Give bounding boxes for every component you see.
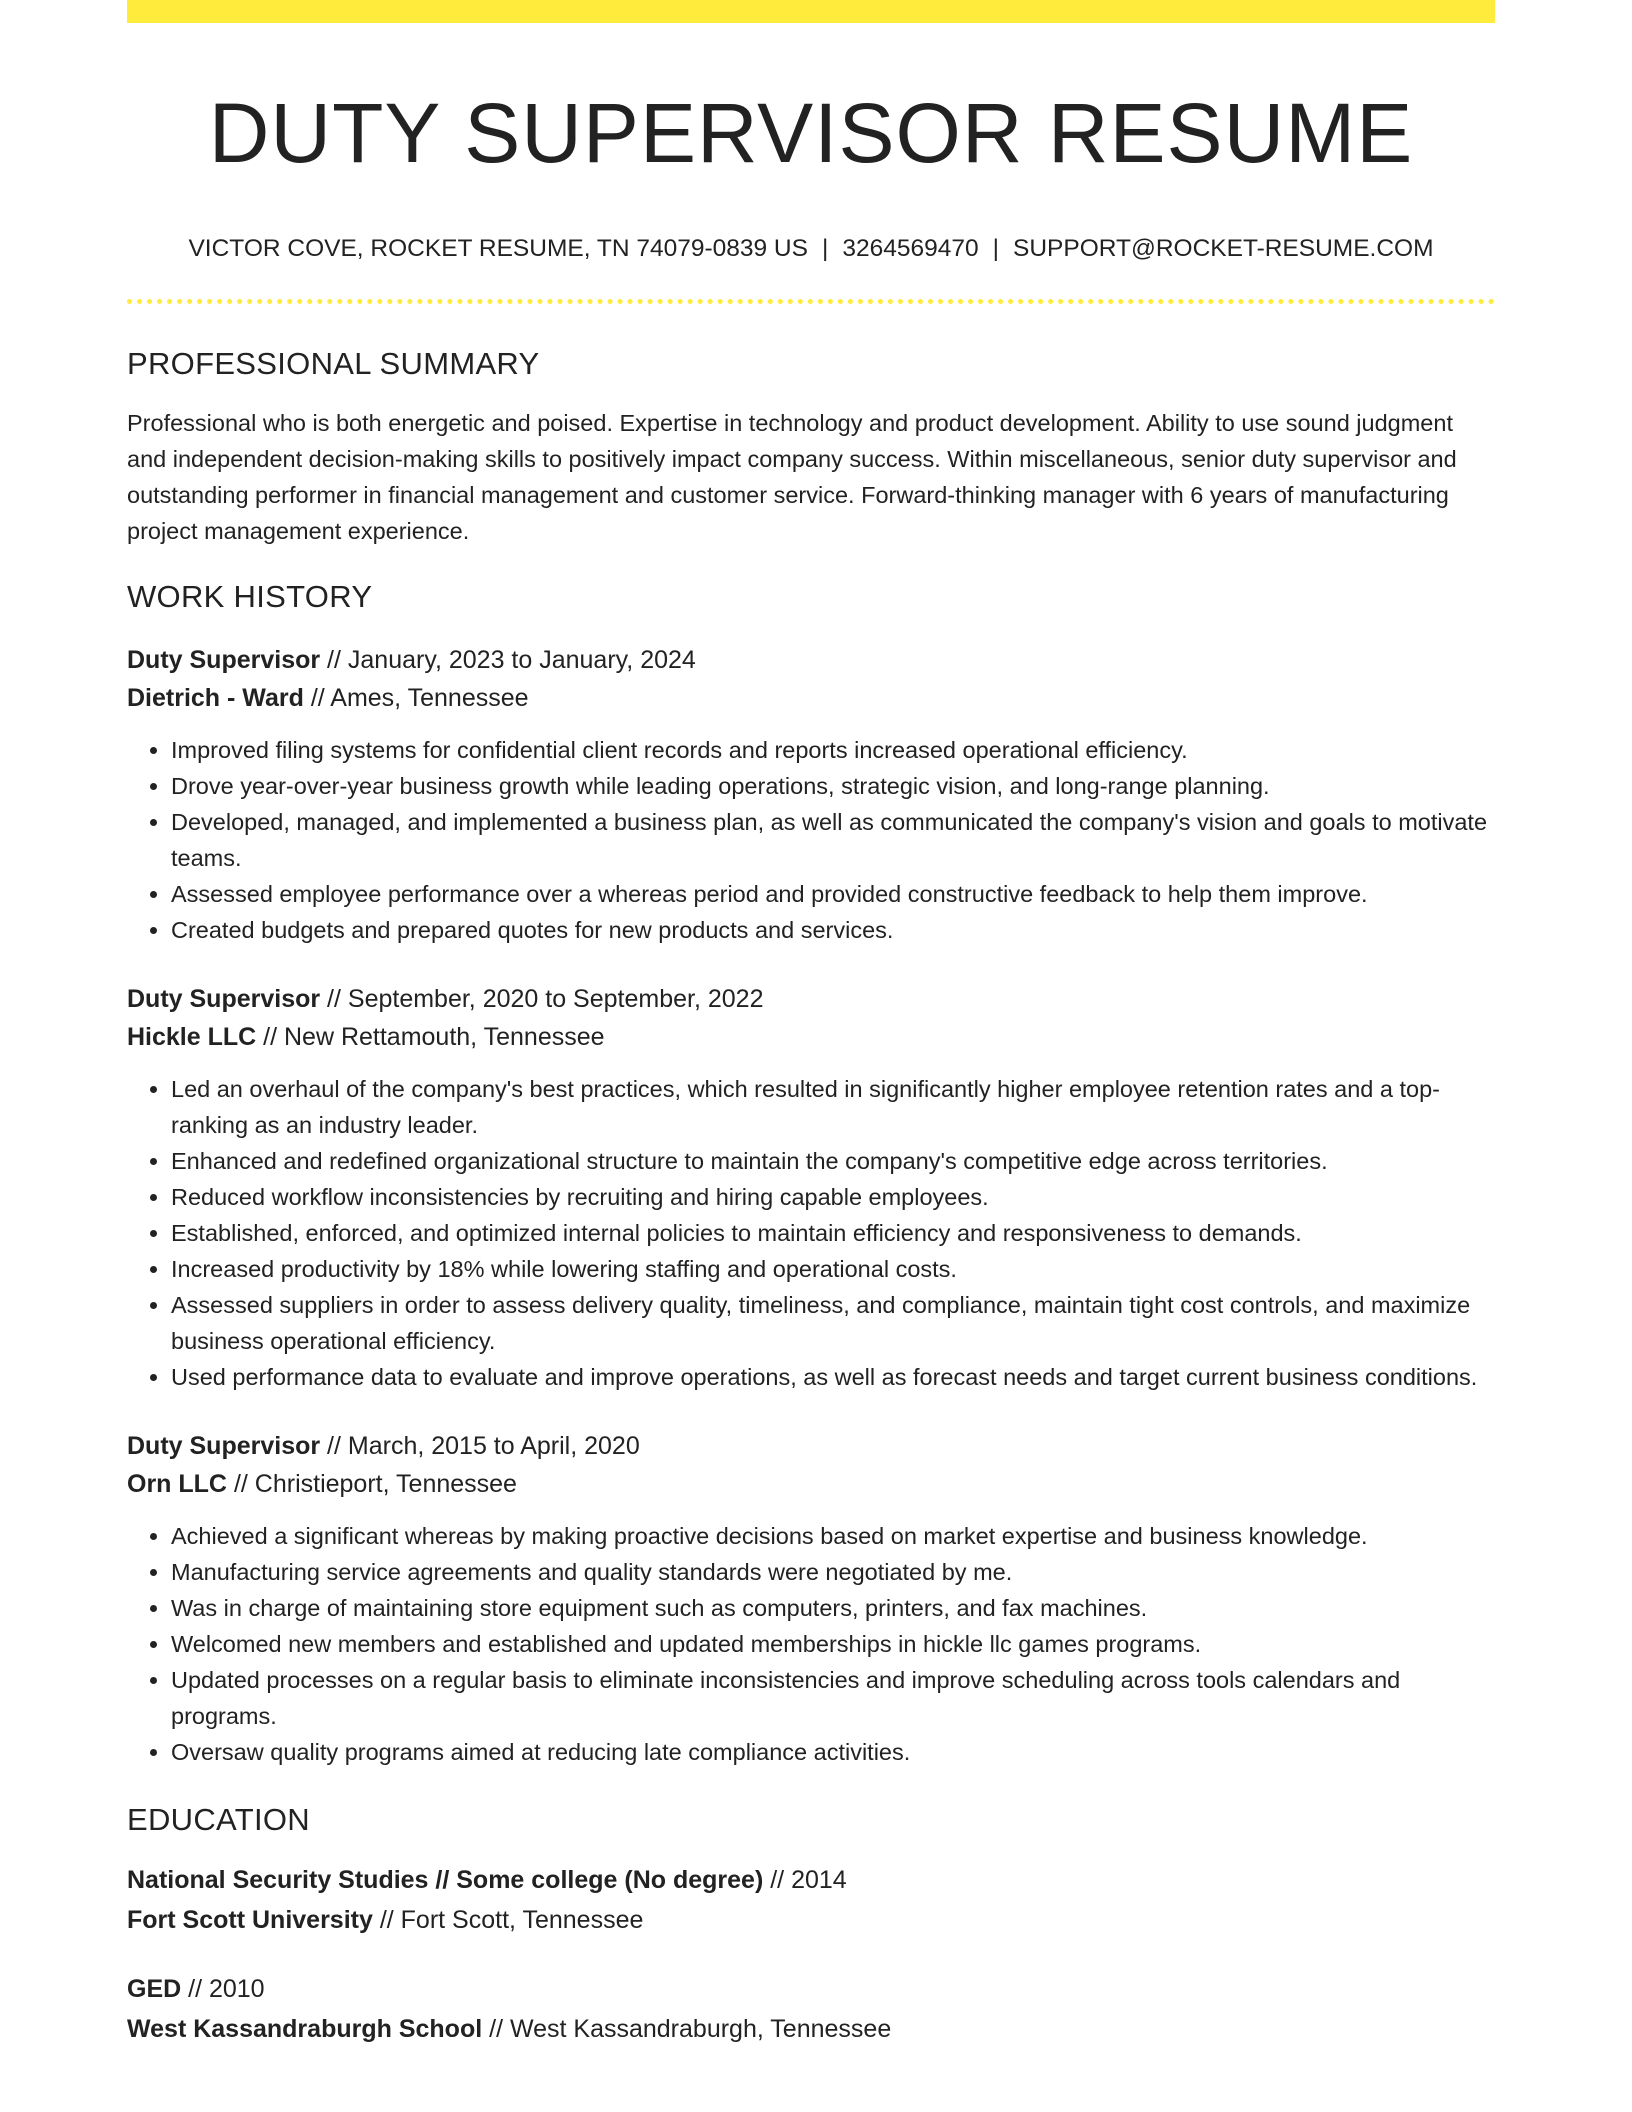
education-school-line [127, 2009, 1495, 2049]
job-bullet: • Assessed suppliers in order to assess delivery quality, timeliness, and compliance, maintain tight cost controls, and maximize business operational efficiency. [171, 1287, 1495, 1359]
job-bullet: • Led an overhaul of the company's best practices, which resulted in significantly higher employee retention rates and a top-ranking as an industry leader. [171, 1071, 1495, 1143]
job-company: Hickle LLC [127, 1022, 257, 1051]
job-location: // Ames, Tennessee [303, 683, 529, 712]
summary-heading: PROFESSIONAL SUMMARY [127, 345, 540, 381]
job-company: Orn LLC [127, 1469, 227, 1498]
education-entry [127, 1969, 1495, 2049]
job-dates: // September, 2020 to September, 2022 [320, 984, 764, 1013]
education-year: // 2010 [181, 1974, 265, 2003]
job-bullet: • Achieved a significant whereas by making proactive decisions based on market expertise and business knowledge. [171, 1518, 1495, 1554]
job-bullet: • Drove year-over-year business growth while leading operations, strategic vision, and long-range planning. [171, 768, 1495, 804]
job-bullet: • Improved filing systems for confidential client records and reports increased operational efficiency. [171, 732, 1495, 768]
education-year: // 2014 [763, 1865, 847, 1894]
dotted-divider [127, 299, 1495, 304]
education-school: Fort Scott University [127, 1905, 373, 1934]
contact-phone: 3264569470 [842, 234, 979, 262]
job-company-line [127, 679, 1495, 717]
job-bullet: • Was in charge of maintaining store equipment such as computers, printers, and fax machines. [171, 1590, 1495, 1626]
education-entry [127, 1860, 1495, 1940]
education-degree-line [127, 1969, 1495, 2009]
job-bullets [127, 1518, 1495, 1770]
job-company-line [127, 1018, 1495, 1056]
job-bullets [127, 732, 1495, 948]
education-heading: EDUCATION [127, 1801, 310, 1837]
job-bullet: • Increased productivity by 18% while lowering staffing and operational costs. [171, 1251, 1495, 1287]
job-title-line [127, 1427, 1495, 1465]
job-entry [127, 980, 1495, 1395]
accent-top-bar [127, 0, 1495, 23]
job-title-line [127, 641, 1495, 679]
education-location: // Fort Scott, Tennessee [372, 1905, 644, 1934]
resume-content [127, 23, 1495, 2049]
contact-email: SUPPORT@ROCKET-RESUME.COM [1012, 234, 1434, 262]
summary-text: Professional who is both energetic and poised. Expertise in technology and product development. Ability to use sound judgment and independent decision-making skills to positively impact company success. Within miscellaneous, senior duty supervisor and outstanding performer in financial management and customer service. Forward-thinking manager with 6 years of manufacturing project management experience. [127, 409, 1457, 544]
job-bullet: • Assessed employee performance over a whereas period and provided constructive feedback to help them improve. [171, 876, 1495, 912]
education-degree: National Security Studies // Some college (No degree) [127, 1865, 764, 1894]
job-dates: // January, 2023 to January, 2024 [320, 645, 696, 674]
education-degree-line [127, 1860, 1495, 1900]
job-location: // Christieport, Tennessee [227, 1469, 517, 1498]
education-school-line [127, 1900, 1495, 1940]
job-bullet: • Reduced workflow inconsistencies by recruiting and hiring capable employees. [171, 1179, 1495, 1215]
job-company-line [127, 1465, 1495, 1503]
job-title: Duty Supervisor [127, 984, 321, 1013]
job-entry [127, 1427, 1495, 1770]
education-location: // West Kassandraburgh, Tennessee [482, 2014, 892, 2043]
contact-separator: | [992, 234, 999, 262]
work-history-heading: WORK HISTORY [127, 578, 373, 614]
job-entry [127, 641, 1495, 948]
job-bullet: • Updated processes on a regular basis to eliminate inconsistencies and improve scheduling across tools calendars and programs. [171, 1662, 1495, 1734]
job-title: Duty Supervisor [127, 645, 321, 674]
job-bullet: • Established, enforced, and optimized internal policies to maintain efficiency and responsiveness to demands. [171, 1215, 1495, 1251]
job-bullet: • Enhanced and redefined organizational structure to maintain the company's competitive edge across territories. [171, 1143, 1495, 1179]
job-company: Dietrich - Ward [127, 683, 304, 712]
job-bullet: • Oversaw quality programs aimed at reducing late compliance activities. [171, 1734, 1495, 1770]
job-bullet: • Developed, managed, and implemented a business plan, as well as communicated the company's vision and goals to motivate teams. [171, 804, 1495, 876]
job-title: Duty Supervisor [127, 1431, 321, 1460]
education-degree: GED [127, 1974, 182, 2003]
contact-line [127, 235, 1495, 263]
job-bullet: • Used performance data to evaluate and improve operations, as well as forecast needs and target current business conditions. [171, 1359, 1495, 1395]
contact-separator: | [821, 234, 829, 262]
job-bullet: • Welcomed new members and established and updated memberships in hickle llc games programs. [171, 1626, 1495, 1662]
job-dates: // March, 2015 to April, 2020 [320, 1431, 640, 1460]
resume-title: DUTY SUPERVISOR RESUME [208, 86, 1414, 180]
job-title-line [127, 980, 1495, 1018]
job-bullet: • Created budgets and prepared quotes for new products and services. [171, 912, 1495, 948]
job-bullet: • Manufacturing service agreements and quality standards were negotiated by me. [171, 1554, 1495, 1590]
job-bullets [127, 1071, 1495, 1395]
education-school: West Kassandraburgh School [127, 2014, 483, 2043]
contact-address: VICTOR COVE, ROCKET RESUME, TN 74079-0839 US [188, 234, 808, 262]
job-location: // New Rettamouth, Tennessee [256, 1022, 605, 1051]
